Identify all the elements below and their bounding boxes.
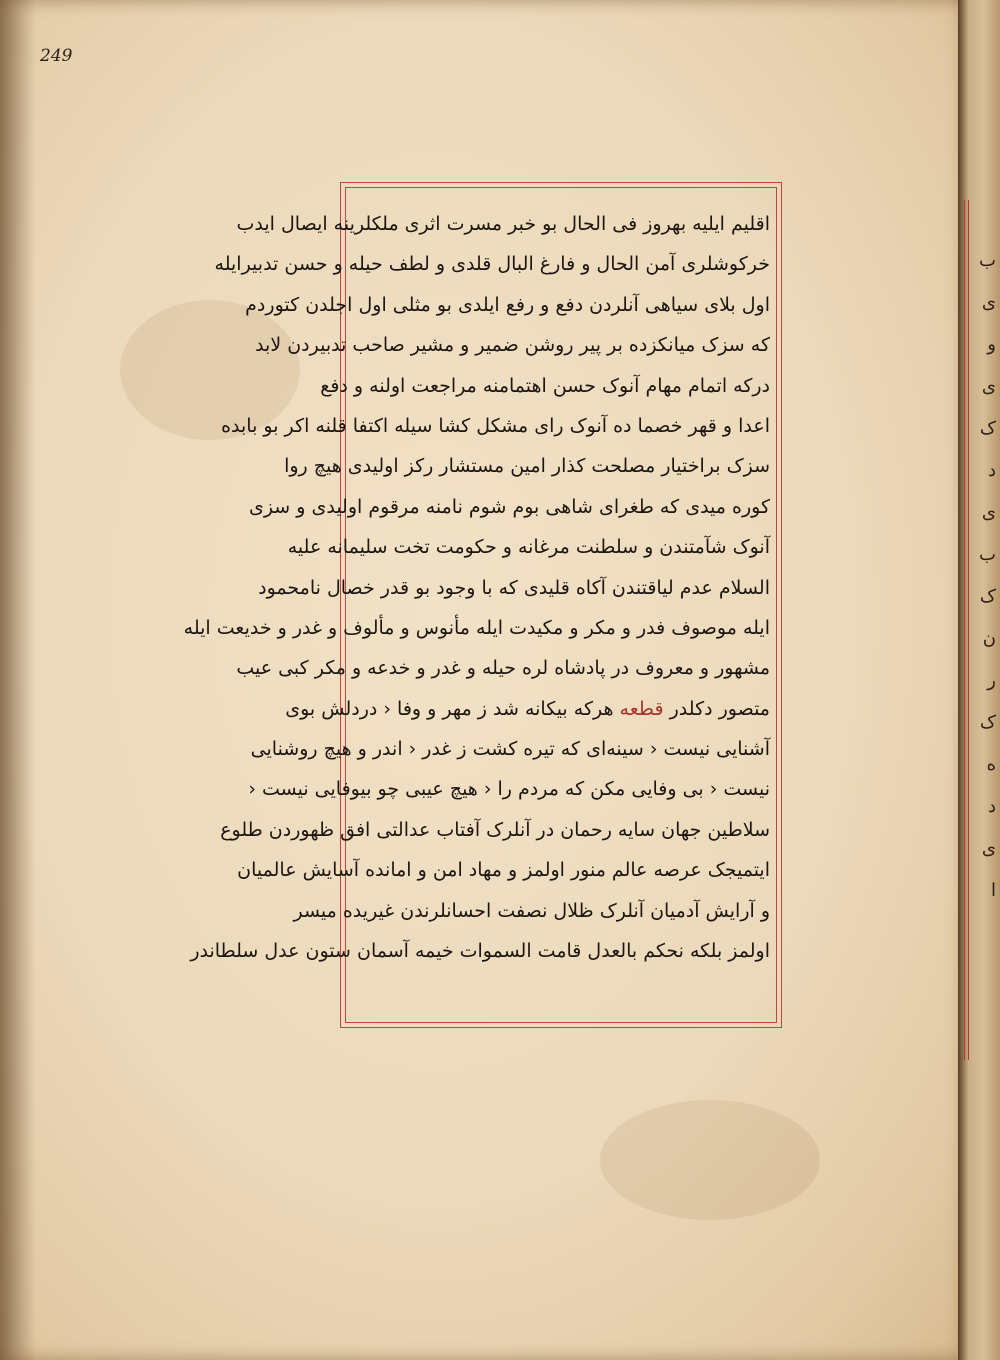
glyph: ک [979,418,996,439]
next-leaf-frame-rule [964,200,965,1060]
spine-shadow [0,0,36,1360]
text-line: که سزک میانکزده بر پیر روشن ضمیر و مشیر صاحب تدبیردن لابد [255,334,770,357]
text-line: مشهور و معروف در پادشاه لره حیله و غدر و خدعه و مکر کبی عیب [236,657,770,680]
glyph: ن [982,628,996,649]
glyph: ی [981,376,996,397]
text-line: آنوک شآمتندن و سلطنت مرغانه و حکومت تخت سلیمانه علیه [287,536,770,559]
text-line: سزک براختیار مصلحت کذار امین مستشار رکز اولیدی هیچ روا [284,455,770,478]
text-line: درکه اتمام مهام آنوک حسن اهتمامنه مراجعت اولنه و دفع [320,374,770,397]
text-segment: هرکه بیکانه شد ز مهر و وفا ‹ دردلش بوی [285,697,614,720]
next-leaf-text-fragments [972,240,996,912]
glyph: د [987,796,996,817]
text-line: ایله موصوف فدر و مکر و مکیدت ایله مأنوس و مألوف و غدر و خدیعت ایله [183,616,770,639]
text-line: ایتمیجک عرصه عالم منور اولمز و مهاد امن و امانده آسایش عالمیان [237,859,770,882]
text-line: آشنایی نیست ‹ سینه‌ای که تیره کشت ز غدر ‹ اندر و هیچ روشنایی [250,738,770,761]
glyph: ی [981,838,996,859]
text-line: نیست ‹ بی وفایی مکن که مردم را ‹ هیچ عیبی چو بیوفایی نیست ‹ [248,778,770,801]
next-leaf-frame-rule [968,200,969,1060]
text-line: خرکوشلری آمن الحال و فارغ البال قلدی و لطف حیله و حسن تدبیرایله [214,253,770,276]
text-line: اعدا و قهر خصما ده آنوک رای مشکل کشا سیله اکتفا قلنه اکر بو بابده [221,414,770,437]
glyph: د [987,460,996,481]
text-line: اول بلای سیاهی آنلردن دفع و رفع ایلدی بو مثلی اول اجلدن کتوردم [245,293,770,316]
text-line: السلام عدم لیاقتندن آکاه قلیدی که با وجود بو قدر خصال نامحمود [258,576,770,599]
text-line: اقلیم ایلیه بهروز فی الحال بو خبر مسرت اثری ملکلرینه ایصال ایدب [236,213,770,235]
glyph: ب [979,544,996,565]
paper-stain [600,1100,820,1220]
glyph: ب [979,250,996,271]
next-leaf-edge [958,0,1000,1360]
glyph: و [987,334,996,355]
rubric-heading: قطعه [619,697,664,720]
text-line: اولمز بلکه نحکم بالعدل قامت السموات خیمه آسمان ستون عدل سلطاندر [190,940,770,963]
text-line: کوره میدی که طغرای شاهی بوم شوم نامنه مرقوم اولیدی و سزی [248,495,770,518]
text-line-with-rubric [285,689,770,729]
text-segment: متصور دکلدر [669,697,770,720]
glyph: ر [987,670,996,691]
glyph: ی [981,292,996,313]
glyph: ی [981,502,996,523]
glyph: ا [990,880,996,901]
text-block [183,204,770,1014]
text-line: سلاطین جهان سایه رحمان در آنلرک آفتاب عدالتی افق ظهوردن طلوع [220,818,770,841]
text-line: و آرایش آدمیان آنلرک ظلال نصفت احسانلرندن غیریده میسر [293,899,770,922]
glyph: ک [979,586,996,607]
folio-number: 249 [40,46,73,66]
glyph: ک [979,712,996,733]
glyph: ه [986,754,996,775]
